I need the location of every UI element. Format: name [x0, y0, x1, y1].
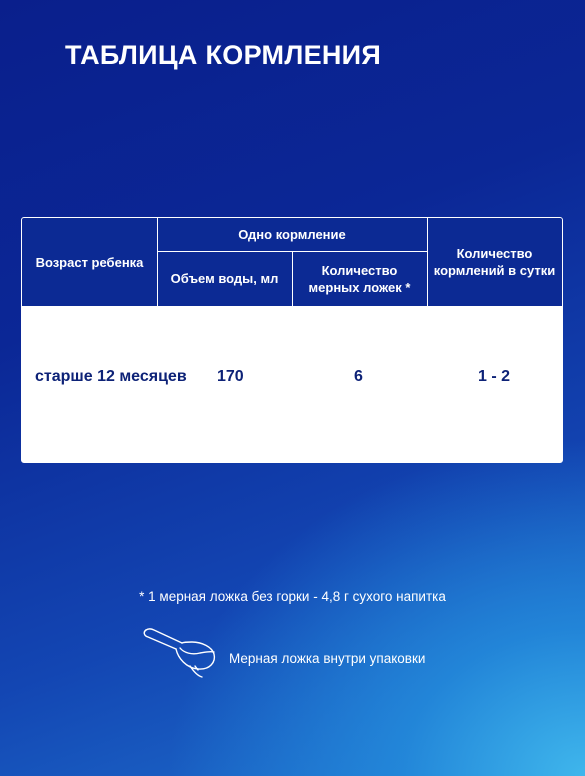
header-feedings-line2: кормлений в сутки	[433, 263, 556, 278]
header-feedings	[427, 218, 562, 306]
table-header	[22, 218, 562, 306]
header-spoons-line1: Количество	[321, 262, 398, 278]
cell-water: 170	[217, 368, 244, 385]
page-title: ТАБЛИЦА КОРМЛЕНИЯ	[65, 40, 382, 70]
cell-feedings: 1 - 2	[478, 368, 511, 385]
footnote: * 1 мерная ложка без горки - 4,8 г сухого напитка	[139, 589, 446, 604]
header-water: Объем воды, мл	[170, 271, 279, 286]
divider	[427, 218, 428, 306]
measuring-spoon-icon	[140, 622, 220, 680]
spoon-illustration	[140, 622, 220, 680]
header-spoons-line2: мерных ложек *	[308, 279, 411, 295]
header-feedings-line1: Количество	[456, 246, 533, 261]
cell-spoons: 6	[354, 368, 363, 385]
spoon-caption: Мерная ложка внутри упаковки	[229, 651, 426, 666]
cell-age: старше 12 месяцев	[35, 368, 187, 385]
table-row	[22, 306, 562, 462]
header-age: Возраст ребенка	[35, 254, 144, 270]
divider	[157, 251, 427, 252]
divider	[157, 218, 158, 306]
header-one-feeding: Одно кормление	[238, 227, 346, 242]
feeding-table	[21, 217, 563, 463]
header-spoons	[292, 251, 427, 306]
divider	[292, 251, 293, 306]
